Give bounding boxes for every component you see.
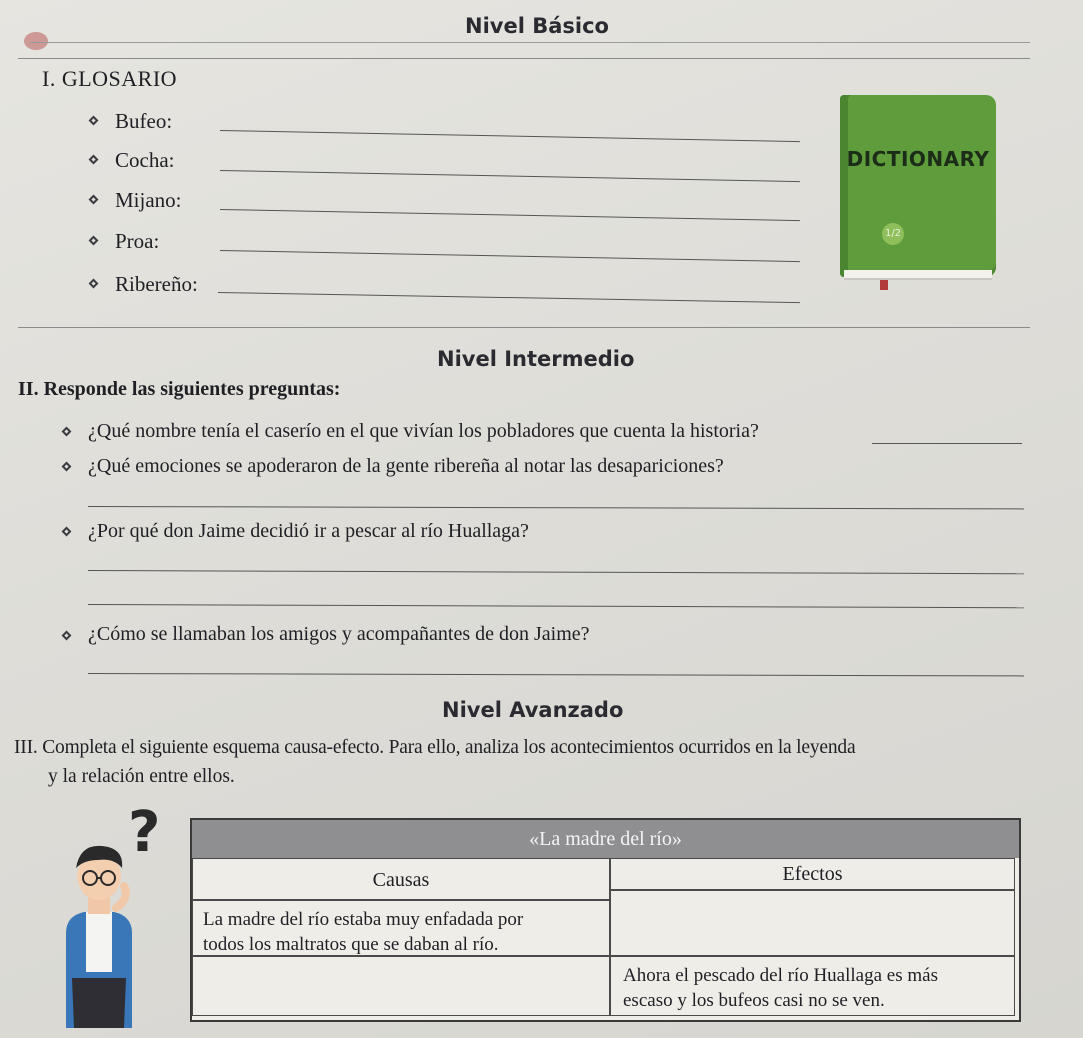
- table-title: «La madre del río»: [192, 820, 1019, 858]
- bullet-icon: [62, 462, 72, 472]
- bullet-icon: [62, 527, 72, 537]
- bullet-icon: [62, 631, 72, 641]
- cause-1-line1: La madre del río estaba muy enfadada por: [203, 909, 524, 930]
- level-advanced-title: Nivel Avanzado: [442, 698, 624, 722]
- causes-label: Causas: [372, 869, 430, 891]
- answer-line-q2[interactable]: [88, 506, 1024, 509]
- cause-1-line2: todos los maltratos que se daban al río.: [203, 934, 499, 955]
- level-basic-title: Nivel Básico: [465, 14, 609, 38]
- cause-cell-2[interactable]: [192, 956, 610, 1016]
- effect-2-line2: escaso y los bufeos casi no se ven.: [623, 990, 885, 1011]
- bookmark-ribbon-icon: [880, 280, 888, 290]
- effect-cell-2: [610, 956, 1015, 1016]
- column-header-causes: [192, 858, 610, 900]
- question-mark-icon: ?: [128, 800, 161, 865]
- glossary-term-ribereno: Ribereño:: [115, 272, 198, 296]
- header-rule: [30, 42, 1030, 43]
- scheme-instruction-line2: y la relación entre ellos.: [48, 766, 235, 787]
- bullet-icon: [62, 427, 72, 437]
- answer-line-q3b[interactable]: [88, 604, 1024, 608]
- cause-effect-table: [190, 818, 1021, 1022]
- effects-label: Efectos: [782, 863, 843, 885]
- glossary-term-cocha: Cocha:: [115, 148, 175, 172]
- glossary-title: I. GLOSARIO: [42, 66, 178, 91]
- questions-title: II. Responde las siguientes preguntas:: [18, 378, 341, 400]
- header-ornament: [24, 32, 48, 50]
- answer-line-q3a[interactable]: [88, 570, 1024, 574]
- level-intermediate-title: Nivel Intermedio: [437, 347, 635, 371]
- answer-line-q4[interactable]: [88, 673, 1024, 676]
- dictionary-book-icon: [840, 95, 996, 277]
- question-4: ¿Cómo se llamaban los amigos y acompañantes de don Jaime?: [88, 623, 590, 645]
- scheme-instruction-line1: III. Completa el siguiente esquema causa-efecto. Para ello, analiza los acontecimientos ocurridos en la leyenda: [14, 737, 856, 758]
- effect-cell-1[interactable]: [610, 890, 1015, 956]
- question-2: ¿Qué emociones se apoderaron de la gente ribereña al notar las desapariciones?: [88, 455, 724, 477]
- glossary-term-bufeo: Bufeo:: [115, 109, 173, 133]
- glossary-term-mijano: Mijano:: [115, 188, 182, 212]
- glossary-term-proa: Proa:: [115, 229, 160, 253]
- effect-2-line1: Ahora el pescado del río Huallaga es más: [623, 965, 938, 986]
- thinking-student-icon: [58, 838, 140, 1028]
- dictionary-title: DICTIONARY: [846, 147, 990, 171]
- answer-line-q1[interactable]: [872, 443, 1022, 444]
- column-header-effects: [610, 858, 1015, 890]
- question-1: ¿Qué nombre tenía el caserío en el que vivían los pobladores que cuenta la historia?: [88, 420, 759, 442]
- question-3: ¿Por qué don Jaime decidió ir a pescar al río Huallaga?: [88, 520, 529, 542]
- cause-cell-1: [192, 900, 610, 956]
- dictionary-pages: [844, 270, 992, 280]
- dictionary-badge: 1/2: [882, 223, 904, 245]
